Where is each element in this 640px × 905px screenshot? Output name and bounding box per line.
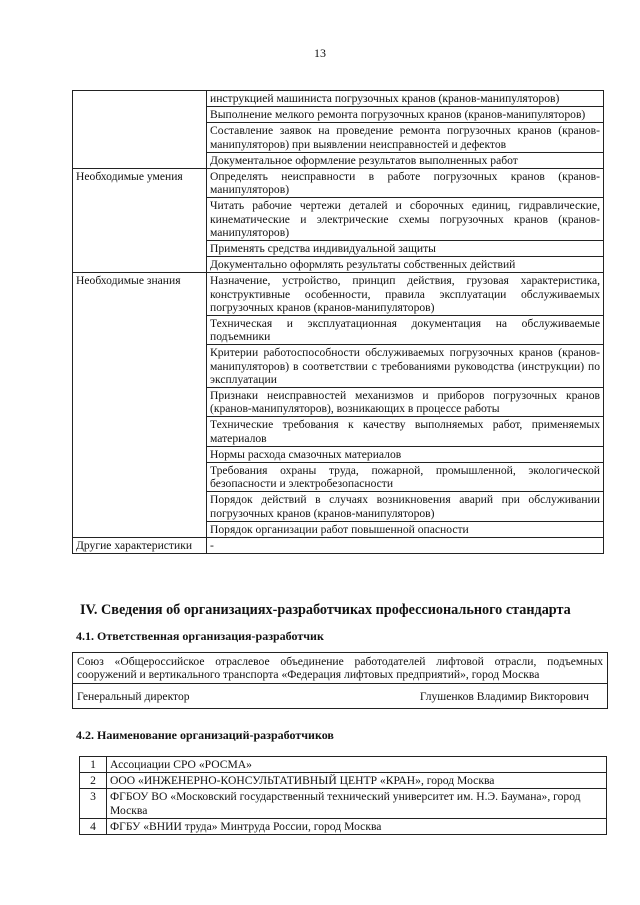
person-name: Глушенков Владимир Викторович [419, 689, 589, 703]
row-number: 4 [80, 818, 107, 834]
row-number: 1 [80, 757, 107, 773]
organization-cell: ФГБОУ ВО «Московский государственный технический университет им. Н.Э. Баумана», город Москва [107, 789, 607, 818]
responsible-organization-box [72, 652, 608, 709]
organization-cell: Ассоциации СРО «РОСМА» [107, 757, 607, 773]
row-number: 3 [80, 789, 107, 818]
table-cell: Требования охраны труда, пожарной, промышленной, экологической безопасности и электробезопасности [207, 463, 604, 492]
organization-cell: ООО «ИНЖЕНЕРНО-КОНСУЛЬТАТИВНЫЙ ЦЕНТР «КРАН», город Москва [107, 773, 607, 789]
table-cell: Читать рабочие чертежи деталей и сборочных единиц, гидравлические, кинематические и электрические схемы погрузочных кранов (кранов-манипуляторов) [207, 198, 604, 241]
table-row [73, 169, 604, 198]
table-cell: Техническая и эксплуатационная документация на обслуживаемые подъемники [207, 316, 604, 345]
section-heading: IV. Сведения об организациях-разработчиках профессионального стандарта [80, 602, 571, 618]
table-row [80, 773, 607, 789]
table-row [80, 789, 607, 818]
table-cell: Составление заявок на проведение ремонта погрузочных кранов (кранов-манипуляторов) при выявлении неисправностей и дефектов [207, 123, 604, 152]
row-label [73, 91, 207, 169]
table-cell: - [207, 538, 604, 554]
position-title: Генеральный директор [77, 689, 190, 703]
table-cell: Выполнение мелкого ремонта погрузочных кранов (кранов-манипуляторов) [207, 107, 604, 123]
table-row [80, 757, 607, 773]
table-cell: инструкцией машиниста погрузочных кранов (кранов-манипуляторов) [207, 91, 604, 107]
row-label: Необходимые умения [73, 169, 207, 273]
table-cell: Порядок организации работ повышенной опасности [207, 521, 604, 537]
page-number: 13 [314, 46, 326, 60]
subsection-heading-responsible: 4.1. Ответственная организация-разработчик [76, 629, 324, 643]
table-row [80, 818, 607, 834]
organization-cell: ФГБУ «ВНИИ труда» Минтруда России, город Москва [107, 818, 607, 834]
table-cell: Признаки неисправностей механизмов и приборов погрузочных кранов (кранов-манипуляторов), возникающих в процессе работы [207, 388, 604, 417]
table-row [73, 273, 604, 316]
table-cell: Определять неисправности в работе погрузочных кранов (кранов-манипуляторов) [207, 169, 604, 198]
table-cell: Критерии работоспособности обслуживаемых погрузочных кранов (кранов-манипуляторов) в соответствии с требованиями руководства (инструкции) по эксплуатации [207, 345, 604, 388]
table-cell: Назначение, устройство, принцип действия, грузовая характеристика, конструктивные особенности, правила эксплуатации обслуживаемых погрузочных кранов (кранов-манипуляторов) [207, 273, 604, 316]
table-cell: Порядок действий в случаях возникновения аварий при обслуживании погрузочных кранов (кранов-манипуляторов) [207, 492, 604, 521]
row-number: 2 [80, 773, 107, 789]
table-cell: Документально оформлять результаты собственных действий [207, 257, 604, 273]
signature-row [73, 684, 608, 709]
row-label: Другие характеристики [73, 538, 207, 554]
developer-organizations-table [79, 756, 607, 835]
table-row [73, 91, 604, 107]
table-cell: Нормы расхода смазочных материалов [207, 446, 604, 462]
table-row [73, 538, 604, 554]
table-cell: Технические требования к качеству выполняемых работ, применяемых материалов [207, 417, 604, 446]
organization-name: Союз «Общероссийское отраслевое объединение работодателей лифтовой отрасли, подъемных сооружений и вертикального транспорта «Федерация лифтовых предприятий», город Москва [73, 653, 608, 684]
table-cell: Применять средства индивидуальной защиты [207, 241, 604, 257]
row-label: Необходимые знания [73, 273, 207, 538]
subsection-heading-developers: 4.2. Наименование организаций-разработчиков [76, 728, 334, 742]
table-cell: Документальное оформление результатов выполненных работ [207, 152, 604, 168]
labor-functions-table [72, 90, 604, 554]
